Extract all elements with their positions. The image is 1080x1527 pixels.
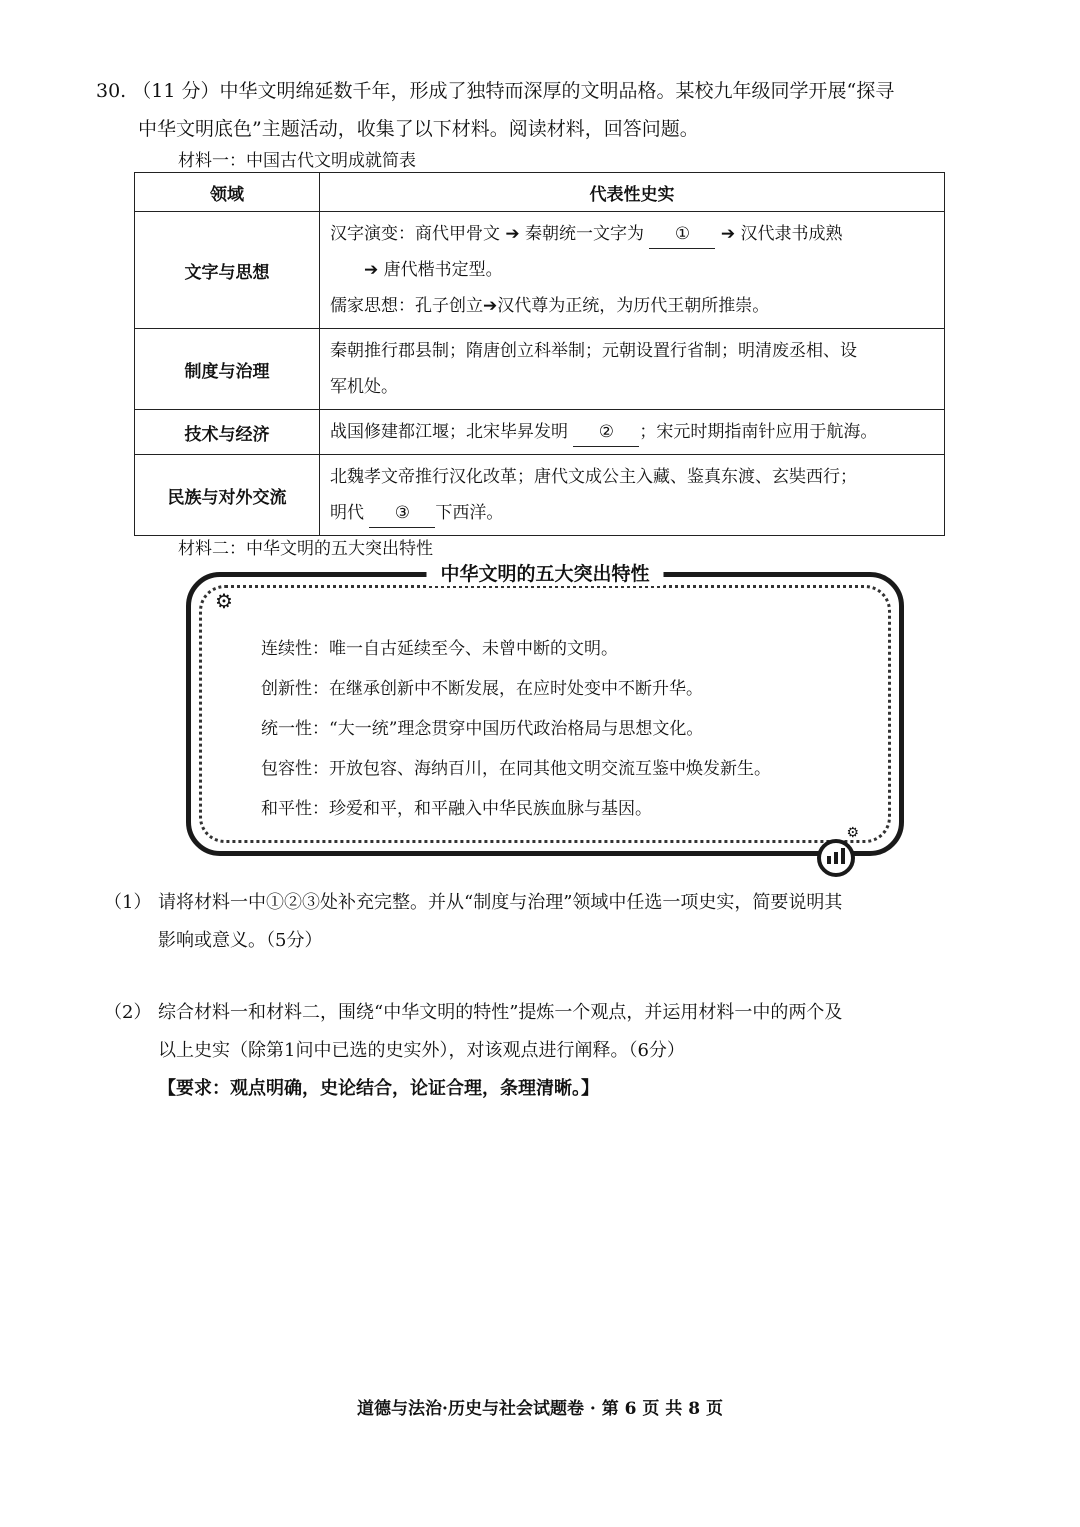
question-points: （11 分） <box>132 80 220 102</box>
question-stem <box>96 72 996 148</box>
fact-text: 秦朝推行郡县制；隋唐创立科举制；元朝设置行省制；明清废丞相、设 <box>330 341 857 361</box>
row-field: 制度与治理 <box>135 329 320 410</box>
row-facts <box>320 410 945 455</box>
row-field: 文字与思想 <box>135 212 320 329</box>
question-stem-line2: 中华文明底色”主题活动，收集了以下材料。阅读材料，回答问题。 <box>138 118 699 140</box>
sub-question-1 <box>104 884 944 960</box>
sub-question-line: 请将材料一中①②③处补充完整。并从“制度与治理”领域中任选一项史实，简要说明其 <box>158 892 843 913</box>
fact-text: 军机处。 <box>330 377 398 397</box>
sub-question-line: 以上史实（除第1问中已选的史实外），对该观点进行阐释。（6分） <box>158 1040 685 1061</box>
answer-requirement: 【要求：观点明确，史论结合，论证合理，条理清晰。】 <box>158 1078 599 1099</box>
list-item: 包容性：开放包容、海纳百川，在同其他文明交流互鉴中焕发新生。 <box>261 759 771 779</box>
list-item: 创新性：在继承创新中不断发展，在应时处变中不断升华。 <box>261 679 703 699</box>
question-line-1 <box>96 72 996 110</box>
list-item: 和平性：珍爱和平，和平融入中华民族血脉与基因。 <box>261 799 652 819</box>
table-header-row <box>135 173 945 212</box>
fact-text: 战国修建都江堰；北宋毕昇发明 <box>330 422 568 442</box>
row-facts <box>320 329 945 410</box>
fact-text: 下西洋。 <box>435 503 504 523</box>
table-row <box>135 212 945 329</box>
sub-question-number: （1） <box>104 892 152 913</box>
gear-icon: ⚙ <box>846 825 859 841</box>
fact-text: 北魏孝文帝推行汉化改革；唐代文成公主入藏、鉴真东渡、玄奘西行； <box>330 467 857 487</box>
fact-text: 儒家思想：孔子创立➔汉代尊为正统，为历代王朝所推崇。 <box>330 296 770 316</box>
gear-icon: ⚙ <box>215 589 233 613</box>
sub-question-2 <box>104 994 944 1108</box>
page-footer: 道德与法治·历史与社会试题卷 · 第 6 页 共 8 页 <box>357 1399 723 1419</box>
sub-question-number: （2） <box>104 1002 152 1023</box>
sub-question-line: 影响或意义。（5分） <box>158 930 323 951</box>
row-facts <box>320 212 945 329</box>
answer-blank-3: ③ <box>369 499 435 528</box>
header-facts: 代表性史实 <box>320 173 945 212</box>
answer-blank-2: ② <box>573 418 639 447</box>
traits-frame <box>186 563 904 856</box>
material2-caption: 材料二：中华文明的五大突出特性 <box>178 539 433 559</box>
table-row <box>135 455 945 536</box>
question-number: 30. <box>96 80 127 102</box>
fact-text: ；宋元时期指南针应用于航海。 <box>639 422 878 442</box>
material1-caption: 材料一：中国古代文明成就简表 <box>178 151 416 171</box>
table-row <box>135 410 945 455</box>
traits-list <box>261 629 771 829</box>
fact-text: ➔ 唐代楷书定型。 <box>364 260 503 280</box>
fact-text: 汉字演变：商代甲骨文 ➔ 秦朝统一文字为 <box>330 224 645 244</box>
bar-chart-icon <box>817 839 855 877</box>
row-field: 民族与对外交流 <box>135 455 320 536</box>
table-row <box>135 329 945 410</box>
question-stem-line1: 中华文明绵延数千年，形成了独特而深厚的文明品格。某校九年级同学开展“探寻 <box>219 80 895 102</box>
row-field: 技术与经济 <box>135 410 320 455</box>
traits-box-title: 中华文明的五大突出特性 <box>426 559 663 586</box>
fact-text: ➔ 汉代隶书成熟 <box>720 224 843 244</box>
list-item: 连续性：唯一自古延续至今、未曾中断的文明。 <box>261 639 618 659</box>
achievements-table <box>134 172 945 536</box>
answer-blank-1: ① <box>649 220 715 249</box>
sub-question-line: 综合材料一和材料二，围绕“中华文明的特性”提炼一个观点，并运用材料一中的两个及 <box>158 1002 843 1023</box>
row-facts <box>320 455 945 536</box>
list-item: 统一性：“大一统”理念贯穿中国历代政治格局与思想文化。 <box>261 719 704 739</box>
fact-text: 明代 <box>330 503 364 523</box>
header-field: 领域 <box>135 173 320 212</box>
